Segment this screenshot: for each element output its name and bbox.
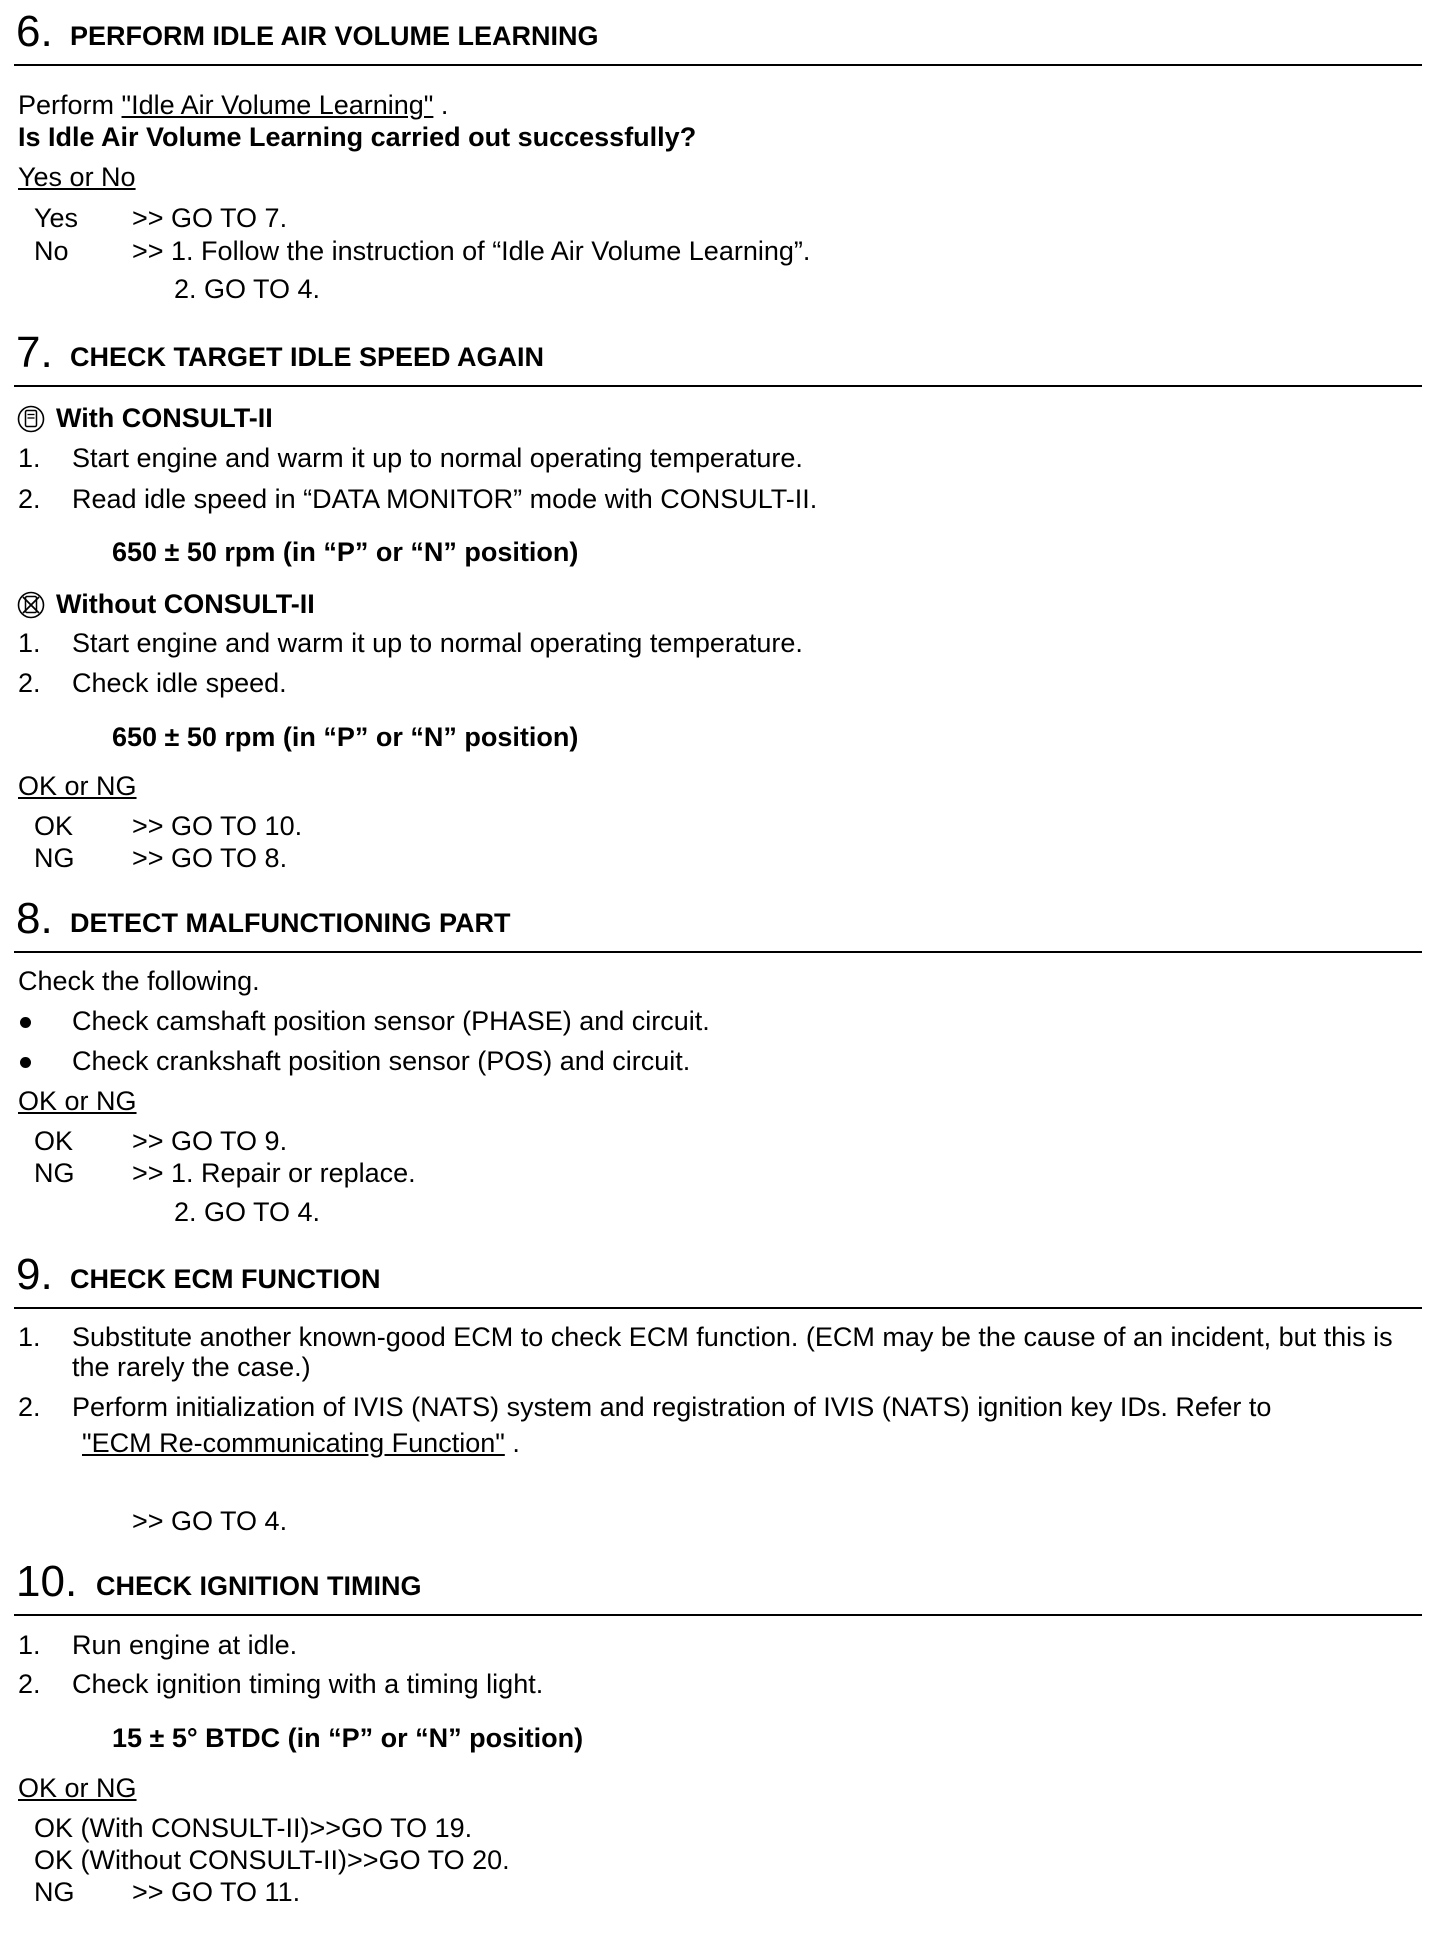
answer-ok-key: OK (34, 811, 74, 841)
section-title: DETECT MALFUNCTIONING PART (70, 908, 511, 938)
answer-no-key: No (34, 236, 69, 266)
step-text: Perform initialization of IVIS (NATS) system and registration of IVIS (NATS) ignition key IDs. Refer to (72, 1392, 1272, 1422)
perform-prefix: Perform (18, 90, 122, 120)
step-number: 2. (18, 668, 41, 698)
step-text: Start engine and warm it up to normal operating temperature. (72, 443, 803, 473)
link-suffix: . (504, 1428, 520, 1458)
step-number: 1. (18, 443, 41, 473)
without-consult-label: Without CONSULT-II (56, 589, 315, 619)
answer-ng-key: NG (34, 1158, 75, 1188)
section-6-heading (14, 0, 1422, 66)
section-title: CHECK ECM FUNCTION (70, 1264, 381, 1294)
step-number: 2. (18, 484, 41, 514)
answer-ok-with-consult: OK (With CONSULT-II)>>GO TO 19. (34, 1813, 473, 1843)
step-text: Check ignition timing with a timing light. (72, 1669, 544, 1699)
ecm-recommunicating-line (82, 1427, 520, 1459)
step-number: 1. (18, 628, 41, 658)
section-title: CHECK IGNITION TIMING (96, 1571, 422, 1601)
answer-ng-value-2: 2. GO TO 4. (174, 1197, 321, 1227)
answer-label: OK or NG (18, 1773, 137, 1803)
section-number: 9. (16, 1250, 53, 1299)
section-title: CHECK TARGET IDLE SPEED AGAIN (70, 342, 545, 372)
answer-yes-key: Yes (34, 203, 79, 233)
section-8-heading (14, 887, 1422, 953)
section-7-heading (14, 321, 1422, 387)
section-9-heading (14, 1243, 1422, 1309)
bullet-dot (20, 1045, 31, 1077)
answer-label: OK or NG (18, 1086, 137, 1116)
answer-ng-value: >> GO TO 11. (132, 1877, 301, 1907)
answer-ng-key: NG (34, 843, 75, 873)
bullet-dot (20, 1005, 31, 1037)
answer-ng-value: >> 1. Repair or replace. (132, 1158, 416, 1188)
with-consult-label: With CONSULT-II (56, 403, 273, 433)
answer-no-value: >> 1. Follow the instruction of “Idle Air Volume Learning”. (132, 236, 811, 266)
section-number: 6. (16, 7, 53, 56)
answer-label: OK or NG (18, 771, 137, 801)
answer-no-value-2: 2. GO TO 4. (174, 274, 321, 304)
ignition-timing-spec: 15 ± 5° BTDC (in “P” or “N” position) (112, 1723, 584, 1753)
question-text: Is Idle Air Volume Learning carried out successfully? (18, 122, 697, 152)
step-text: Run engine at idle. (72, 1630, 298, 1660)
answer-ok-key: OK (34, 1126, 74, 1156)
check-intro: Check the following. (18, 966, 260, 996)
without-consult-icon (16, 590, 46, 620)
answer-ok-without-consult: OK (Without CONSULT-II)>>GO TO 20. (34, 1845, 510, 1875)
idle-air-volume-learning-link[interactable]: "Idle Air Volume Learning" (121, 90, 434, 120)
section-number: 7. (16, 328, 53, 377)
section-10-heading (14, 1550, 1422, 1616)
step-number: 1. (18, 1630, 41, 1660)
idle-speed-spec: 650 ± 50 rpm (in “P” or “N” position) (112, 537, 579, 567)
bullet-text: Check camshaft position sensor (PHASE) and circuit. (72, 1006, 710, 1036)
goto-value: >> GO TO 4. (132, 1506, 288, 1536)
perform-suffix: . (433, 90, 449, 120)
step-text: Substitute another known-good ECM to check ECM function. (ECM may be the cause of an incident, but this is the rarely the case.) (72, 1322, 1393, 1382)
perform-line (18, 89, 448, 121)
section-number: 8. (16, 894, 53, 943)
step-number: 2. (18, 1669, 41, 1699)
step-text: Read idle speed in “DATA MONITOR” mode with CONSULT-II. (72, 484, 818, 514)
consult-tool-icon (16, 404, 46, 434)
answer-ng-value: >> GO TO 8. (132, 843, 288, 873)
step-text: Check idle speed. (72, 668, 287, 698)
answer-ng-key: NG (34, 1877, 75, 1907)
bullet-text: Check crankshaft position sensor (POS) and circuit. (72, 1046, 691, 1076)
step-number: 1. (18, 1322, 41, 1352)
answer-ok-value: >> GO TO 10. (132, 811, 303, 841)
section-number: 10. (16, 1557, 78, 1606)
ecm-recommunicating-link[interactable]: "ECM Re-communicating Function" (82, 1428, 505, 1458)
step-text: Start engine and warm it up to normal operating temperature. (72, 628, 803, 658)
answer-label: Yes or No (18, 162, 136, 192)
idle-speed-spec: 650 ± 50 rpm (in “P” or “N” position) (112, 722, 579, 752)
section-title: PERFORM IDLE AIR VOLUME LEARNING (70, 21, 599, 51)
answer-yes-value: >> GO TO 7. (132, 203, 288, 233)
step-number: 2. (18, 1392, 41, 1422)
answer-ok-value: >> GO TO 9. (132, 1126, 288, 1156)
